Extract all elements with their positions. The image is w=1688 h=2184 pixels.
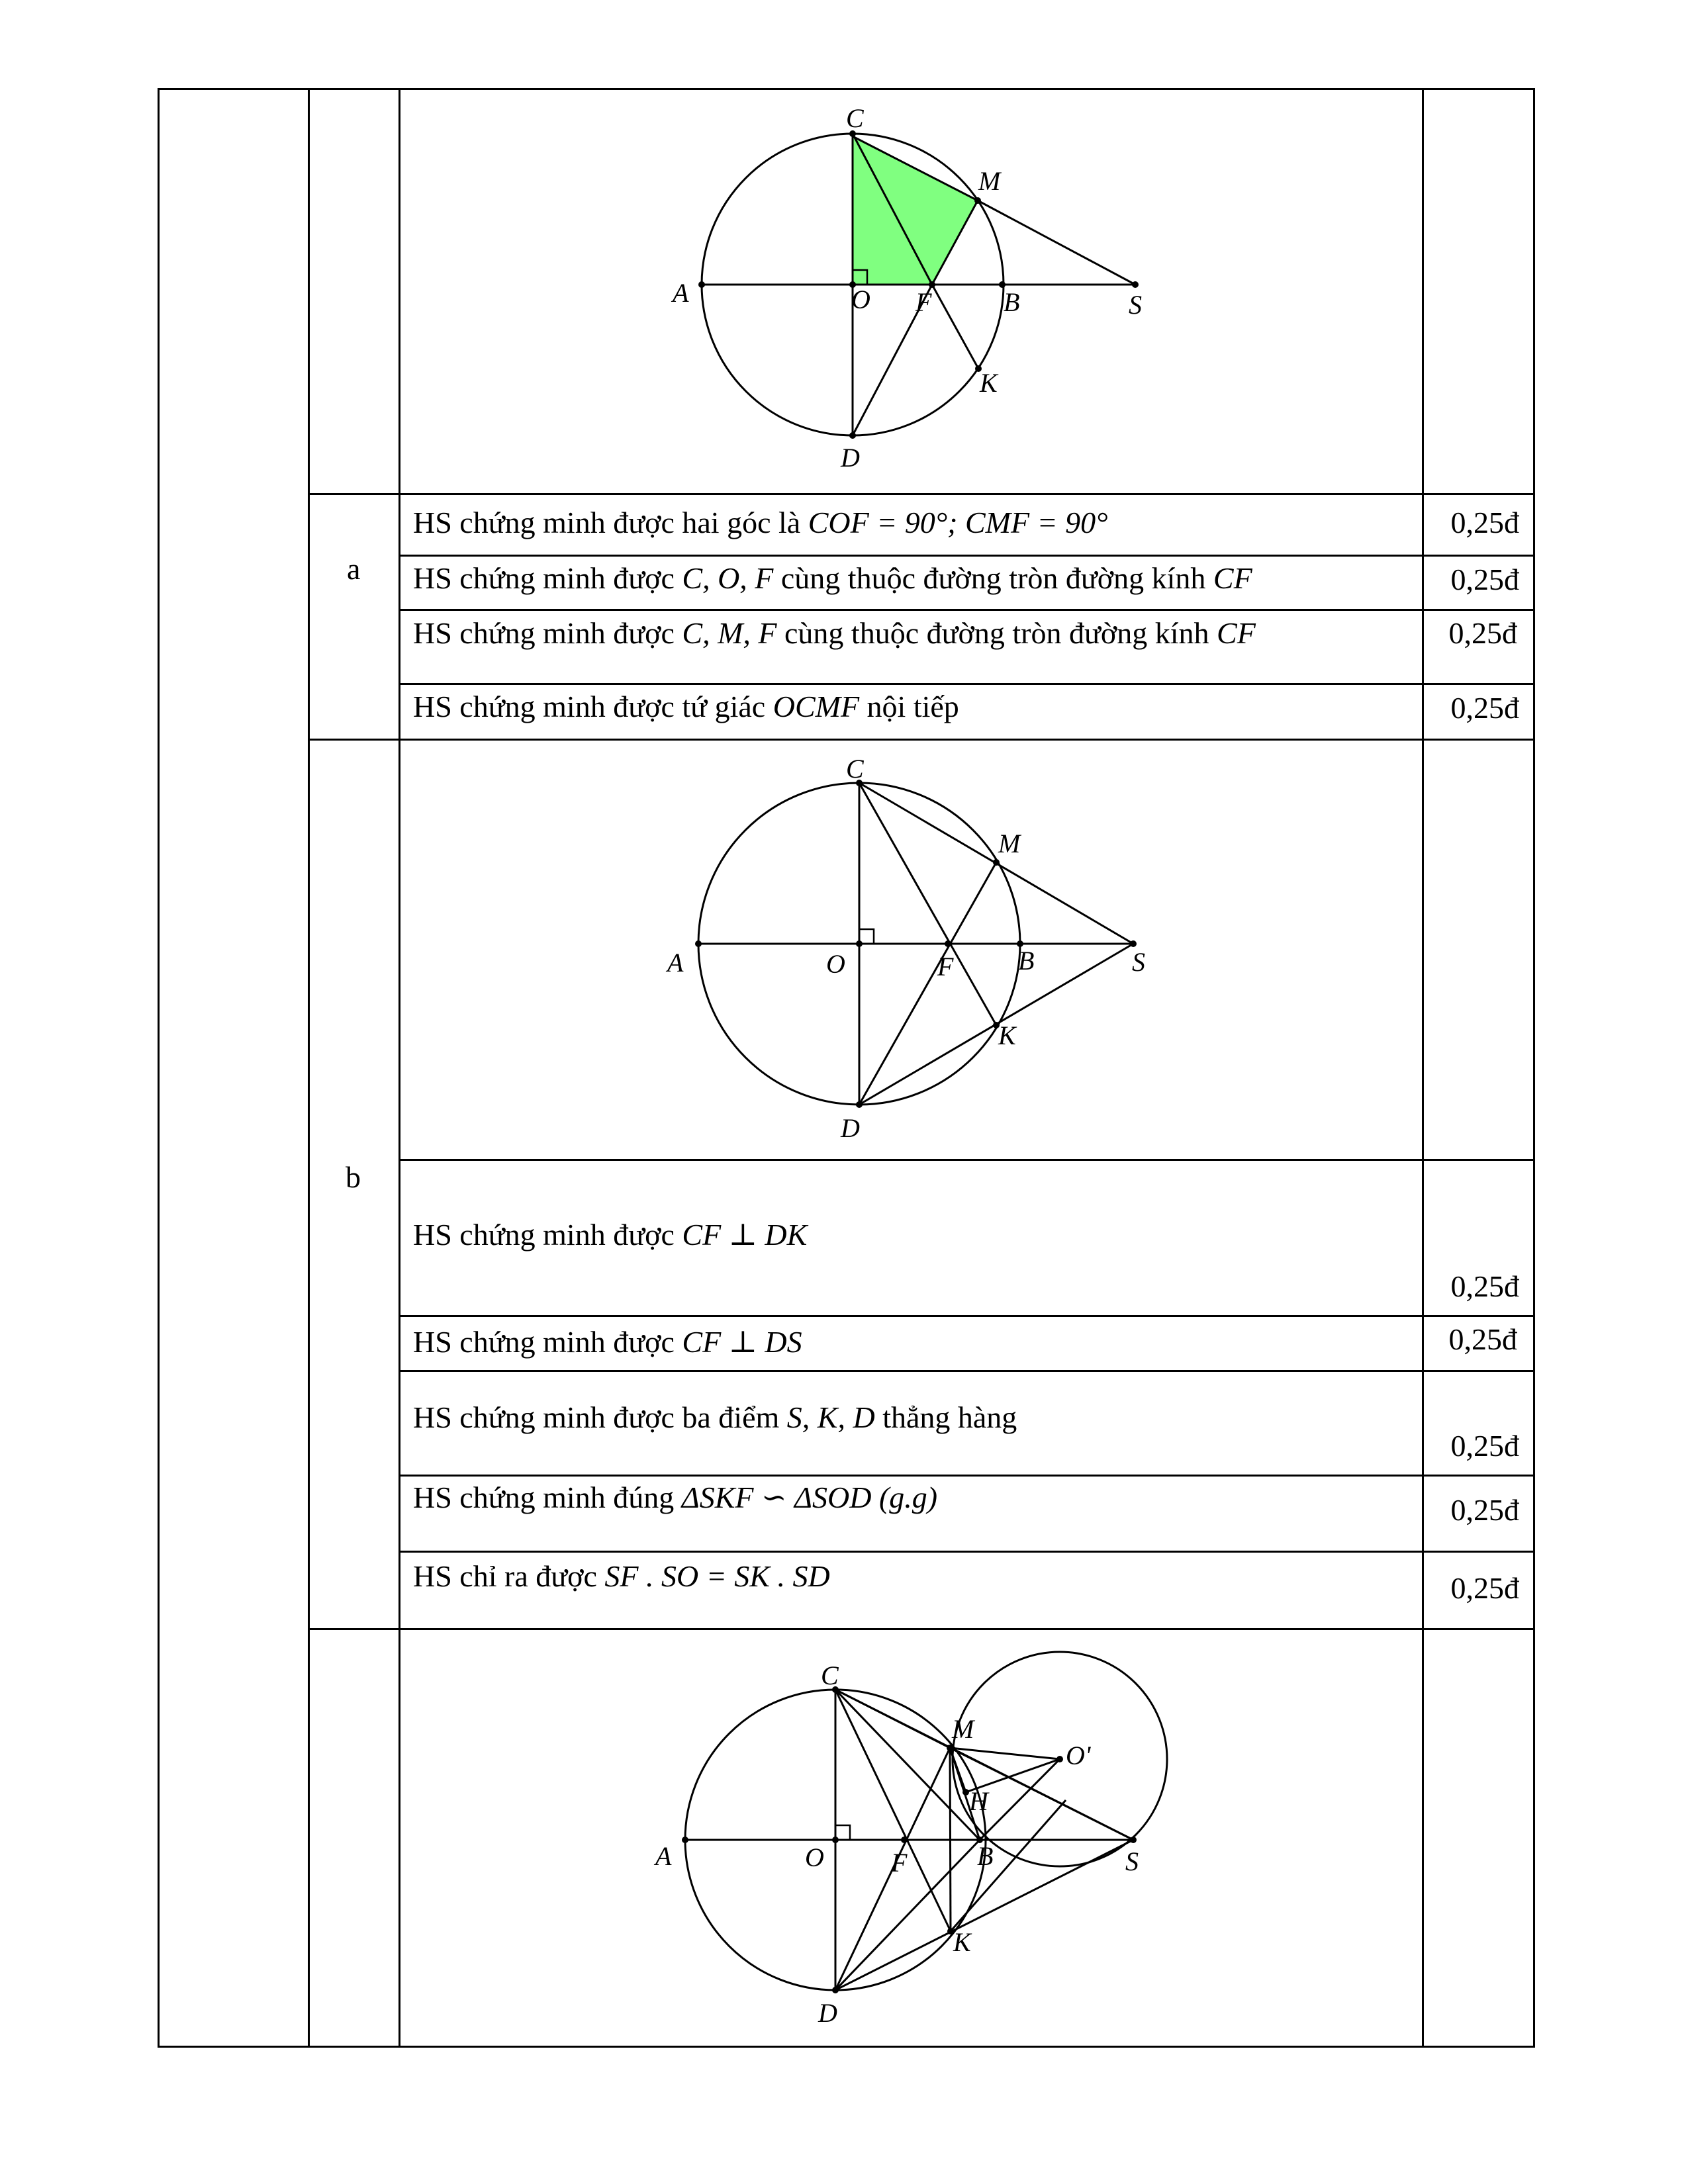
part-label-b: b	[346, 1160, 361, 1194]
row-8-prefix: HS chứng minh đúng	[413, 1480, 682, 1514]
row-5-score: 0,25đ	[1450, 1269, 1519, 1303]
label-f: F	[915, 287, 932, 317]
label-k: K	[980, 368, 998, 398]
point-o	[832, 1837, 839, 1843]
row-9-prefix: HS chỉ ra được	[413, 1559, 605, 1593]
label-b: B	[1018, 946, 1035, 976]
row-6-prefix: HS chứng minh được	[413, 1325, 682, 1359]
label-s: S	[1132, 947, 1145, 977]
label-o: O	[805, 1843, 824, 1872]
row-8-score: 0,25đ	[1450, 1493, 1519, 1527]
row-2-math: C, O, F	[682, 561, 774, 595]
point-d	[832, 1987, 839, 1993]
label-d: D	[818, 1998, 837, 2028]
point-o-prime	[1056, 1756, 1063, 1762]
label-a: A	[655, 1841, 672, 1871]
label-s: S	[1129, 290, 1142, 320]
point-f	[901, 1837, 908, 1843]
label-c: C	[821, 1661, 839, 1690]
label-a: A	[667, 948, 684, 978]
line-mk	[950, 1748, 951, 1931]
row-5-prefix: HS chứng minh được	[413, 1218, 682, 1251]
row-4-suffix: nội tiếp	[859, 690, 959, 723]
label-o: O	[826, 949, 845, 979]
label-c: C	[846, 754, 864, 784]
label-a: A	[673, 278, 689, 308]
label-h: H	[969, 1786, 988, 1816]
point-m	[947, 1745, 953, 1751]
label-m: M	[952, 1714, 974, 1744]
row-3-math2: CF	[1217, 616, 1256, 650]
label-f: F	[891, 1848, 908, 1878]
point-a	[682, 1837, 688, 1843]
line-mo-prime	[950, 1748, 1060, 1759]
point-h	[962, 1789, 969, 1796]
line-cb	[835, 1690, 980, 1840]
row-7-suffix: thẳng hàng	[874, 1400, 1017, 1434]
label-f: F	[937, 952, 954, 981]
row-3-score: 0,25đ	[1448, 616, 1517, 650]
label-d: D	[841, 443, 860, 473]
row-3-suffix: cùng thuộc đường tròn đường kính	[776, 616, 1217, 650]
line-cm	[835, 1690, 950, 1748]
label-b: B	[1004, 287, 1020, 317]
row-7-score: 0,25đ	[1450, 1429, 1519, 1463]
label-k: K	[998, 1021, 1016, 1050]
label-s: S	[1125, 1846, 1139, 1876]
row-1-prefix: HS chứng minh được hai góc là	[413, 506, 808, 539]
line-db	[835, 1840, 980, 1990]
row-5-math: CF ⊥ DK	[682, 1218, 808, 1251]
row-2-score: 0,25đ	[1450, 563, 1519, 596]
row-7-prefix: HS chứng minh được ba điểm	[413, 1400, 787, 1434]
row-4-score: 0,25đ	[1450, 691, 1519, 725]
row-2-math2: CF	[1213, 561, 1252, 595]
line-bo-prime	[980, 1759, 1060, 1840]
point-s	[1130, 1837, 1137, 1843]
row-8-math: ΔSKF ∽ ΔSOD (g.g)	[681, 1480, 938, 1514]
row-1-score: 0,25đ	[1450, 506, 1519, 539]
label-k: K	[953, 1927, 971, 1957]
row-7-math: S, K, D	[786, 1400, 875, 1434]
row-6-math: CF ⊥ DS	[682, 1325, 802, 1359]
label-d: D	[841, 1113, 860, 1143]
table-bottom-border	[158, 2046, 1535, 2048]
label-o: O	[851, 285, 870, 314]
row-3-prefix: HS chứng minh được	[413, 616, 682, 650]
label-m: M	[978, 166, 1001, 196]
label-c: C	[846, 103, 864, 133]
row-4-prefix: HS chứng minh được tứ giác	[413, 690, 773, 723]
row-2-prefix: HS chứng minh được	[413, 561, 682, 595]
part-label-a: a	[347, 552, 361, 586]
row-4-math: OCMF	[773, 690, 860, 723]
row-2-suffix: cùng thuộc đường tròn đường kính	[773, 561, 1213, 595]
row-3-math: C, M, F	[682, 616, 777, 650]
label-o-prime: O'	[1066, 1741, 1091, 1770]
row-1-math: COF = 90°; CMF = 90°	[808, 506, 1108, 539]
row-9-score: 0,25đ	[1450, 1571, 1519, 1605]
row-6-score: 0,25đ	[1448, 1322, 1517, 1356]
label-b: B	[977, 1841, 994, 1871]
label-m: M	[998, 829, 1021, 858]
row-9-math: SF . SO = SK . SD	[604, 1559, 830, 1593]
